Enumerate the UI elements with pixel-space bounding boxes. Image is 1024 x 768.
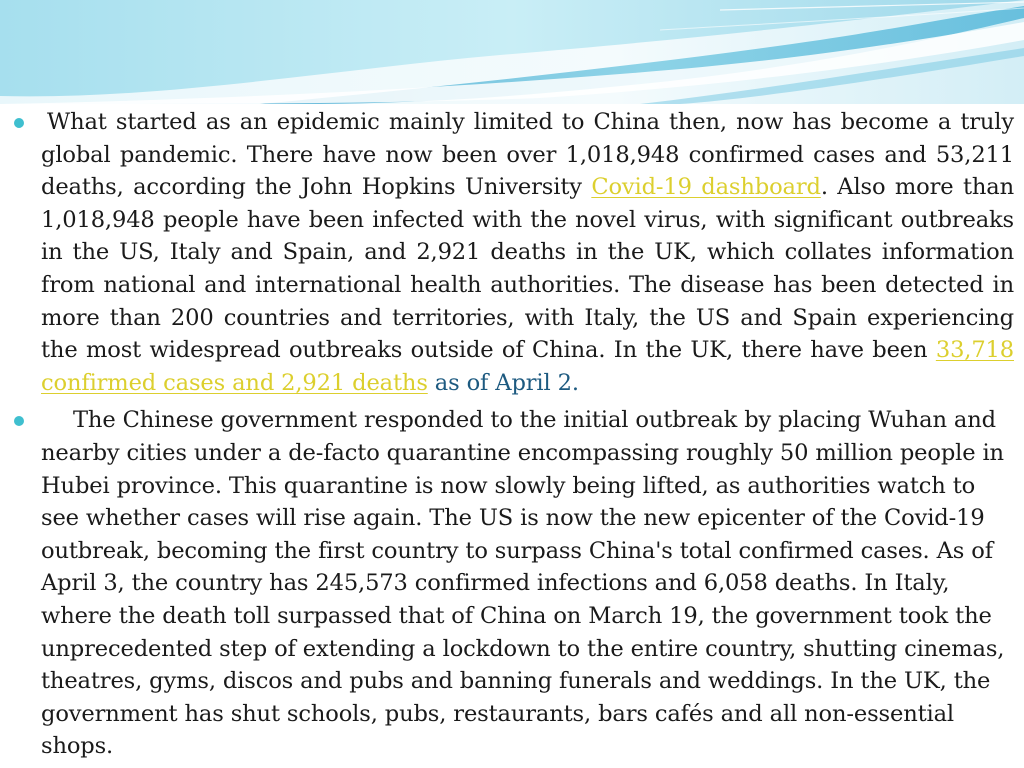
header-wave-banner (0, 0, 1024, 104)
bullet-dot-icon (14, 416, 24, 426)
bullet-1-tail: as of April 2. (427, 369, 579, 396)
bullet-pandemic-overview (0, 106, 1024, 399)
bullet-1-text-a: What started as an epidemic mainly limited to China then, now has become a truly global pandemic. There have now been over 1,018,948 confirmed cases and 53,211 deaths, according the John Hopkins University (41, 109, 1014, 201)
bullet-government-response (0, 404, 1024, 763)
bullet-dot-icon (14, 118, 24, 128)
wave-decoration (0, 0, 1024, 104)
slide-content (0, 106, 1024, 763)
covid-dashboard-link[interactable]: Covid-19 dashboard (591, 174, 821, 201)
bullet-2-text: The Chinese government responded to the initial outbreak by placing Wuhan and nearby cities under a de-facto quarantine encompassing roughly 50 million people in Hubei province. This quarantine is now slowly being lifted, as authorities watch to see whether cases will rise again. The US is now the new epicenter of the Covid-19 outbreak, becoming the first country to surpass China's total confirmed cases. As of April 3, the country has 245,573 confirmed infections and 6,058 deaths. In Italy, where the death toll surpassed that of China on March 19, the government took the unprecedented step of extending a lockdown to the entire country, shutting cinemas, theatres, gyms, discos and pubs and banning funerals and weddings. In the UK, the government has shut schools, pubs, restaurants, bars cafés and all non-essential shops. (41, 407, 1005, 760)
uk-cases-link[interactable]: 33,718 confirmed cases and 2,921 deaths (41, 337, 1014, 396)
bullet-1-text-b: . Also more than 1,018,948 people have been infected with the novel virus, with significant outbreaks in the US, Italy and Spain, and 2,921 deaths in the UK, which collates information from national and international health authorities. The disease has been detected in more than 200 countries and territories, with Italy, the US and Spain experiencing the most widespread outbreaks outside of China. In the UK, there have been (41, 174, 1014, 364)
